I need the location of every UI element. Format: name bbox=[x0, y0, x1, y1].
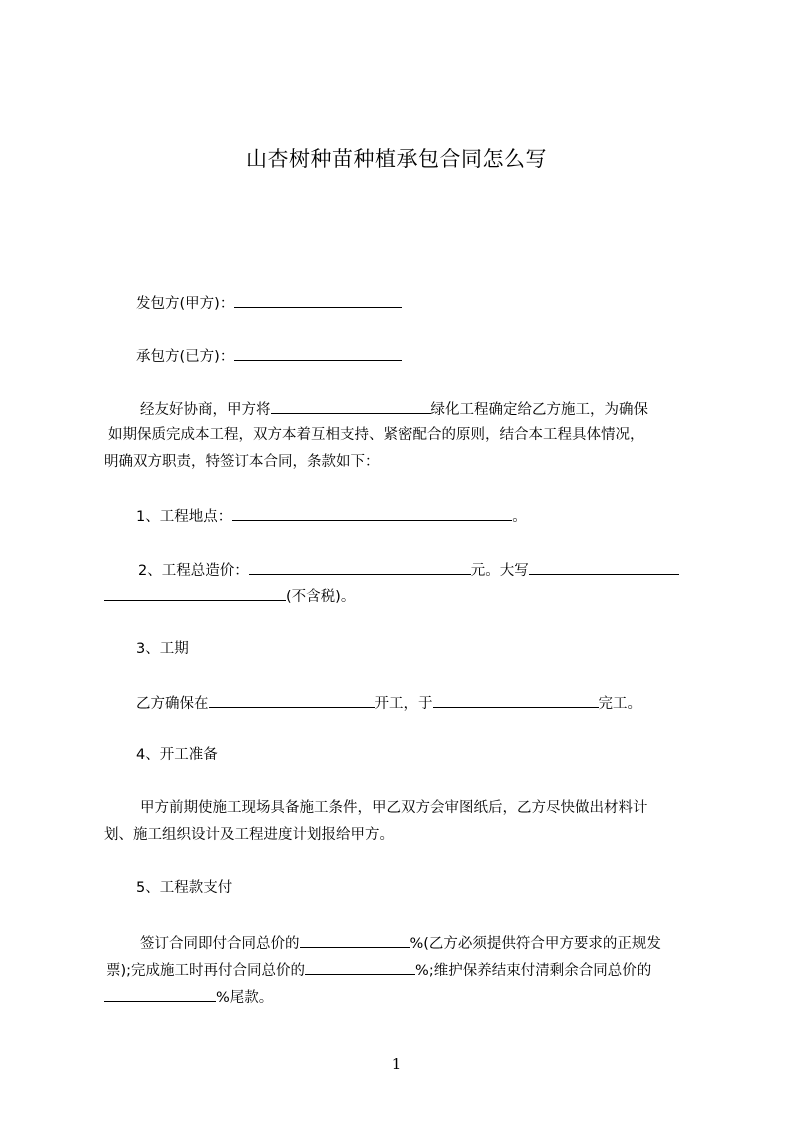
clause-3-heading: 3、工期 bbox=[136, 641, 189, 657]
intro-suffix: 绿化工程确定给乙方施工，为确保 bbox=[430, 402, 648, 418]
party-b-line bbox=[136, 345, 402, 367]
clause-3-mid: 开工，于 bbox=[374, 696, 433, 712]
clause-5-line-1-prefix: 签订合同即付合同总价的 bbox=[140, 936, 300, 952]
clause-3-suffix: 完工。 bbox=[598, 696, 642, 712]
clause-2-mid: 元。大写 bbox=[470, 563, 529, 579]
party-b-blank bbox=[234, 345, 402, 361]
party-a-label: 发包方(甲方)： bbox=[136, 296, 235, 312]
down-payment-blank bbox=[300, 932, 410, 948]
party-a-line bbox=[136, 292, 402, 314]
clause-5-line-2 bbox=[106, 959, 651, 981]
clause-2-suffix: (不含税)。 bbox=[286, 589, 356, 605]
clause-5-line-1-suffix: %(乙方必须提供符合甲方要求的正规发 bbox=[409, 936, 661, 952]
price-in-words-blank-1 bbox=[529, 559, 679, 575]
clause-4-line-2: 划、施工组织设计及工程进度计划报给甲方。 bbox=[104, 827, 394, 843]
price-in-words-blank-2 bbox=[104, 585, 286, 601]
clause-1-label: 1、工程地点： bbox=[136, 509, 233, 525]
party-b-label: 承包方(已方)： bbox=[136, 349, 235, 365]
clause-2-line-2 bbox=[104, 585, 355, 607]
clause-2-line-1 bbox=[138, 559, 679, 581]
location-blank bbox=[232, 505, 512, 521]
clause-5-line-2-prefix: 票);完成施工时再付合同总价的 bbox=[106, 963, 306, 979]
clause-5-heading: 5、工程款支付 bbox=[136, 880, 233, 896]
total-price-blank bbox=[249, 559, 471, 575]
clause-4-heading: 4、开工准备 bbox=[136, 747, 218, 763]
document-title: 山杏树种苗种植承包合同怎么写 bbox=[246, 147, 547, 171]
clause-5-line-3 bbox=[104, 986, 273, 1008]
intro-line-2: 如期保质完成本工程，双方本着互相支持、紧密配合的原则，结合本工程具体情况， bbox=[108, 427, 645, 443]
intro-line-3: 明确双方职责，特签订本合同，条款如下： bbox=[104, 454, 380, 470]
end-date-blank bbox=[433, 692, 599, 708]
clause-5-line-3-suffix: %尾款。 bbox=[216, 990, 274, 1006]
clause-1-suffix: 。 bbox=[512, 509, 527, 525]
party-a-blank bbox=[234, 292, 402, 308]
final-payment-blank bbox=[104, 986, 216, 1002]
clause-4-line-1: 甲方前期使施工现场具备施工条件，甲乙双方会审图纸后，乙方尽快做出材料计 bbox=[140, 800, 648, 816]
clause-3-prefix: 乙方确保在 bbox=[136, 696, 209, 712]
clause-3-line bbox=[136, 692, 642, 714]
start-date-blank bbox=[209, 692, 375, 708]
clause-5-line-2-suffix: %;维护保养结束付清剩余合同总价的 bbox=[415, 963, 652, 979]
completion-payment-blank bbox=[305, 959, 415, 975]
intro-prefix: 经友好协商，甲方将 bbox=[140, 402, 271, 418]
project-name-blank bbox=[271, 398, 431, 414]
clause-1-line bbox=[136, 505, 527, 527]
page-number: 1 bbox=[391, 1055, 402, 1073]
clause-5-line-1 bbox=[140, 932, 661, 954]
clause-2-label: 2、工程总造价： bbox=[138, 563, 249, 579]
intro-line-1 bbox=[140, 398, 648, 420]
